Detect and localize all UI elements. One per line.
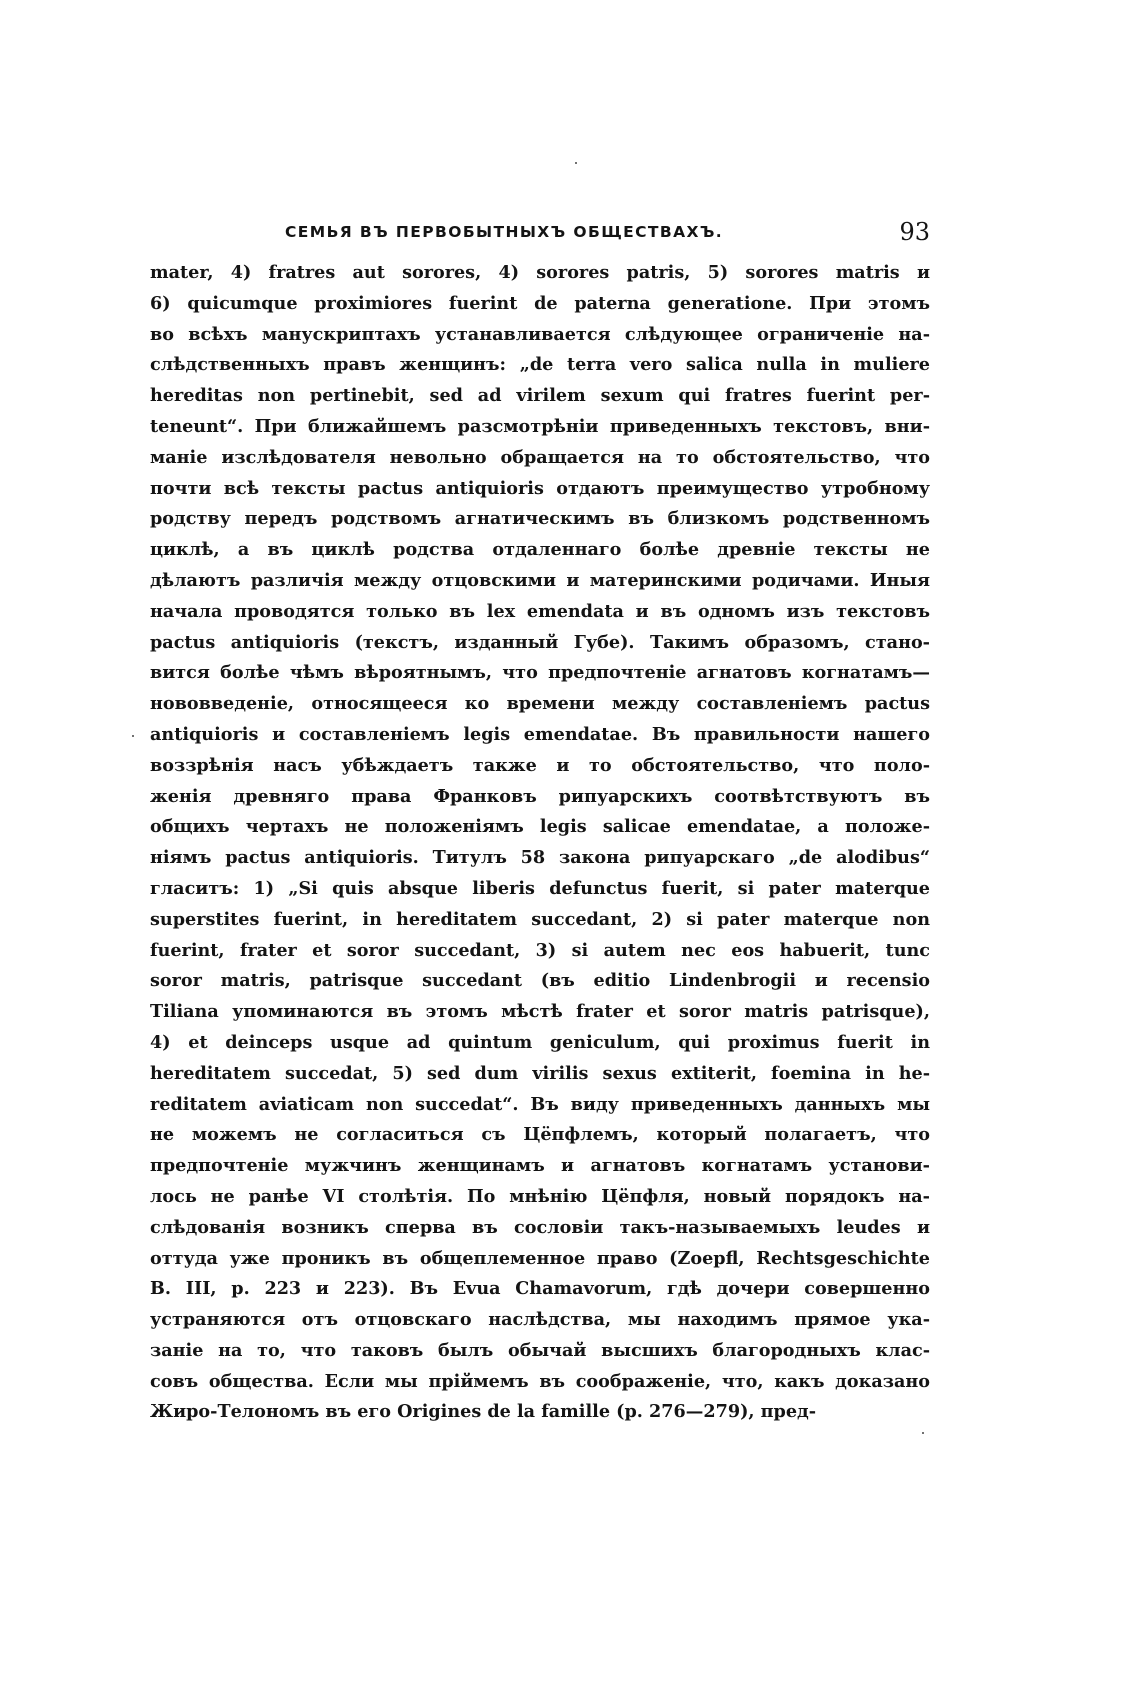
text-line: reditatem aviaticam non succedat“. Въ виду приведенныхъ данныхъ мы	[150, 1093, 930, 1115]
text-line: женія древняго права Франковъ рипуарскихъ соотвѣтствуютъ въ	[150, 785, 930, 807]
text-line: 4) et deinceps usque ad quintum geniculum, qui proximus fuerit in	[150, 1031, 930, 1053]
text-line: B. III, p. 223 и 223). Въ Evua Chamavorum, гдѣ дочери совершенно	[150, 1278, 930, 1300]
scan-speck	[922, 1432, 924, 1434]
text-line: Жиро-Телономъ въ его Origines de la famille (p. 276—279), пред-	[150, 1401, 817, 1423]
text-line: устраняются отъ отцовскаго наслѣдства, мы находимъ прямое ука-	[150, 1309, 930, 1331]
text-line: antiquioris и составленіемъ legis emendatae. Въ правильности нашего	[150, 723, 930, 745]
text-line: оттуда уже проникъ въ общеплеменное право (Zoepfl, Rechtsgeschichte	[150, 1247, 930, 1269]
text-line: вится болѣе чѣмъ вѣроятнымъ, что предпочтеніе агнатовъ когнатамъ—	[150, 662, 930, 684]
scan-speck	[575, 162, 577, 164]
text-line: ніямъ pactus antiquioris. Титулъ 58 закона рипуарскаго „de alodibus“	[150, 847, 930, 869]
text-line: pactus antiquioris (текстъ, изданный Губе). Такимъ образомъ, стано-	[150, 631, 930, 653]
text-line: soror matris, patrisque succedant (въ editio Lindenbrogii и recensio	[150, 970, 930, 992]
page-number: 93	[899, 218, 930, 246]
text-line: слѣдованія возникъ сперва въ сословіи такъ-называемыхъ leudes и	[150, 1216, 930, 1238]
running-head	[160, 216, 940, 248]
text-line: не можемъ не согласиться съ Цёпфлемъ, который полагаетъ, что	[150, 1124, 930, 1146]
text-line: предпочтеніе мужчинъ женщинамъ и агнатовъ когнатамъ установи-	[150, 1155, 930, 1177]
text-line: гласитъ: 1) „Si quis absque liberis defunctus fuerit, si pater materque	[150, 877, 930, 899]
text-line: воззрѣнія насъ убѣждаетъ также и то обстоятельство, что поло-	[150, 754, 930, 776]
text-line: Tiliana упоминаются въ этомъ мѣстѣ frater et soror matris patrisque),	[150, 1001, 930, 1023]
text-line: начала проводятся только въ lex emendata и въ одномъ изъ текстовъ	[150, 600, 930, 622]
text-line: родству передъ родствомъ агнатическимъ въ близкомъ родственномъ	[150, 508, 930, 530]
text-line: общихъ чертахъ не положеніямъ legis salicae emendatae, а положе-	[150, 816, 930, 838]
text-line: лось не ранѣе VI столѣтія. По мнѣнію Цёпфля, новый порядокъ на-	[150, 1185, 930, 1207]
text-line: совъ общества. Если мы пріймемъ въ соображеніе, что, какъ доказано	[150, 1370, 930, 1392]
body-text	[150, 258, 930, 1428]
text-line: fuerint, frater et soror succedant, 3) si autem nec eos habuerit, tunc	[150, 939, 930, 961]
text-line: циклѣ, а въ циклѣ родства отдаленнаго болѣе древніе тексты не	[150, 539, 930, 561]
text-line: во всѣхъ манускриптахъ устанавливается слѣдующее ограниченіе на-	[150, 323, 930, 345]
running-head-title: СЕМЬЯ ВЪ ПЕРВОБЫТНЫХЪ ОБЩЕСТВАХЪ.	[285, 223, 724, 241]
text-line: заніе на то, что таковъ былъ обычай высшихъ благородныхъ клас-	[150, 1339, 930, 1361]
text-line: слѣдственныхъ правъ женщинъ: „de terra vero salica nulla in muliere	[150, 354, 930, 376]
text-line: маніе изслѣдователя невольно обращается на то обстоятельство, что	[150, 446, 930, 468]
text-line: почти всѣ тексты pactus antiquioris отдаютъ преимущество утробному	[150, 477, 930, 499]
text-line: mater, 4) fratres aut sorores, 4) sorores patris, 5) sorores matris и	[150, 262, 930, 283]
text-line: 6) quicumque proximiores fuerint de paterna generatione. При этомъ	[150, 292, 930, 314]
text-line: hereditatem succedat, 5) sed dum virilis sexus extiterit, foemina in he-	[150, 1062, 930, 1084]
text-line: superstites fuerint, in hereditatem succedant, 2) si pater materque non	[150, 908, 930, 930]
text-line: teneunt“. При ближайшемъ разсмотрѣніи приведенныхъ текстовъ, вни-	[150, 415, 930, 437]
scan-speck	[132, 735, 134, 737]
text-line: дѣлаютъ различія между отцовскими и материнскими родичами. Иныя	[150, 569, 930, 591]
text-line: hereditas non pertinebit, sed ad virilem sexum qui fratres fuerint per-	[150, 385, 930, 407]
text-line: нововведеніе, относящееся ко времени между составленіемъ pactus	[150, 693, 930, 715]
